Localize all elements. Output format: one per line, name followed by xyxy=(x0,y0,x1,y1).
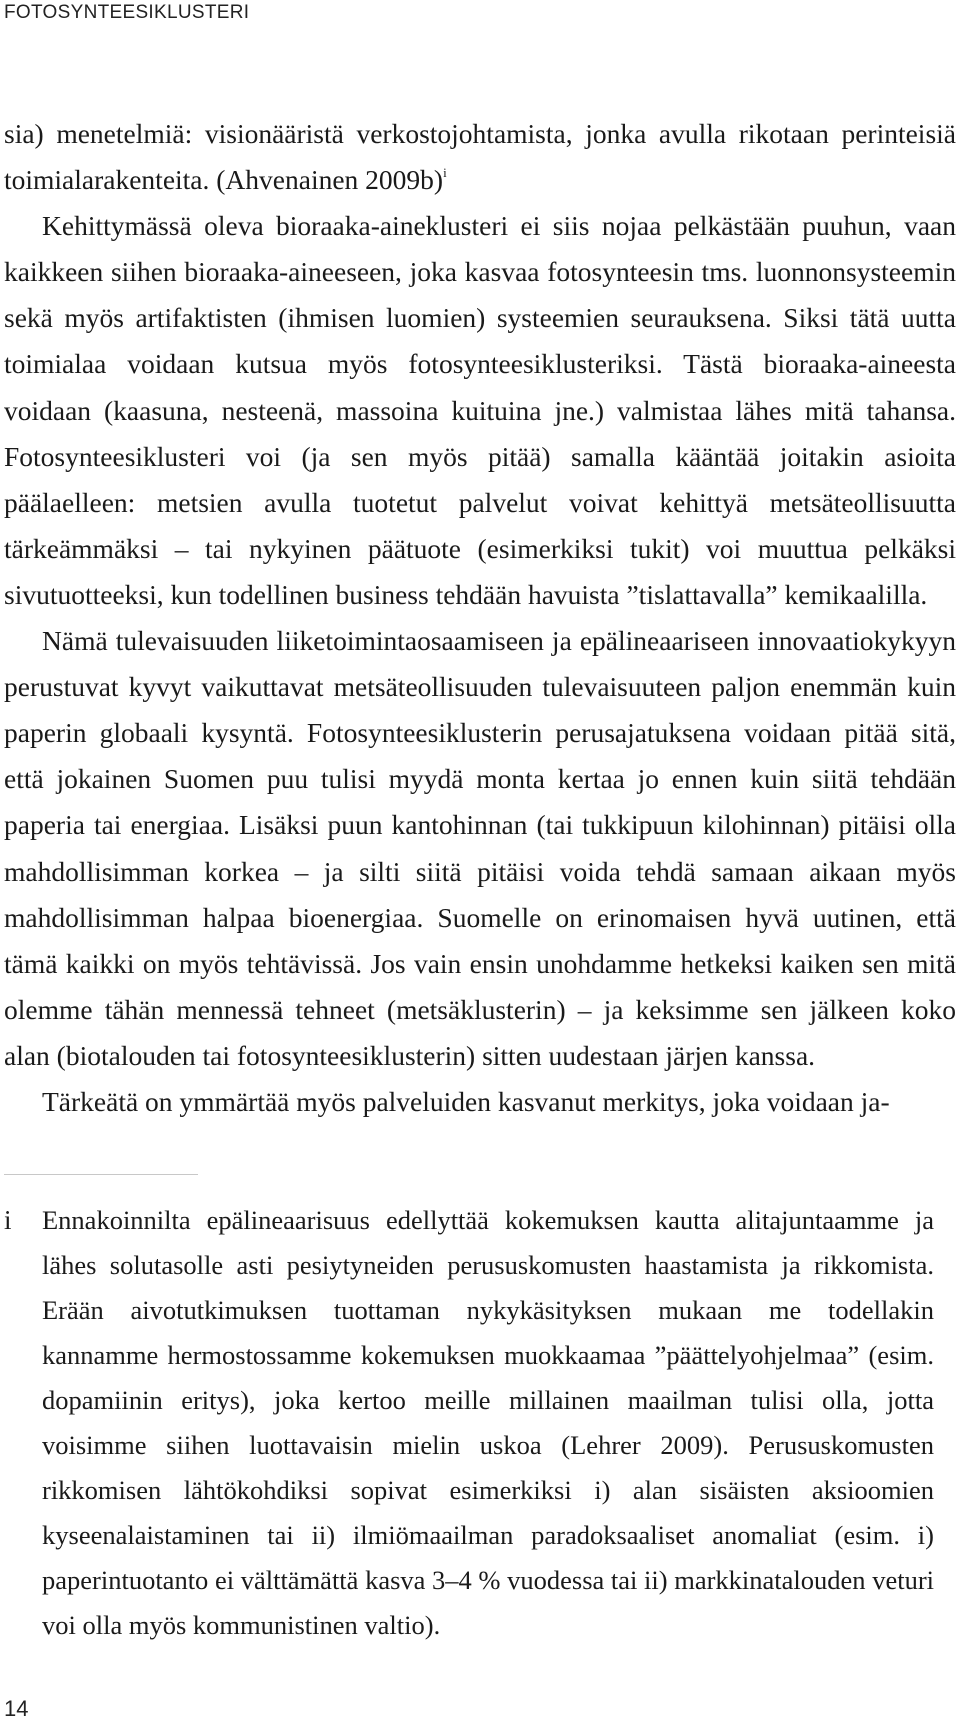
footnote-text: Ennakoinnilta epälineaarisuus edellyttää kokemuksen kautta alitajuntaamme ja lähes solutasolle asti pesiytyneiden perususkomusten haastamista ja rikkomista. Erään aivotutkimuksen tuottaman nykykäsityksen mukaan me todellakin kannamme hermostossamme kokemuksen muokkaamaa ”päättelyohjelmaa” (esim. dopamiinin eritys), joka kertoo meille millainen maailman tulisi olla, jotta voisimme siihen luottavaisin mielin uskoa (Lehrer 2009). Perususkomusten rikkomisen lähtökohdiksi sopivat esimerkiksi i) alan sisäisten aksioomien kyseenalaistaminen tai ii) ilmiömaailman paradoksaaliset anomaliat (esim. i) paperintuotanto ei välttämättä kasva 3–4 % vuodessa tai ii) markkinatalouden veturi voi olla myös kommunistinen valtio). xyxy=(42,1205,934,1640)
running-header: FOTOSYNTEESIKLUSTERI xyxy=(4,2,250,23)
footnote-separator xyxy=(4,1174,198,1175)
main-body-text xyxy=(4,111,956,1125)
paragraph-1-text: sia) menetelmiä: visionääristä verkostojohtamista, jonka avulla rikotaan perinteisiä toimialarakenteita. (Ahvenainen 2009b) xyxy=(4,118,956,196)
paragraph-2: Kehittymässä oleva bioraaka-aineklusteri ei siis nojaa pelkästään puuhun, vaan kaikkeen siihen bioraaka-aineeseen, joka kasvaa fotosynteesin tms. luonnonsysteemin sekä myös artifaktisten (ihmisen luomien) systeemien seurauksena. Siksi tätä uutta toimialaa voidaan kutsua myös fotosynteesiklusteriksi. Tästä bioraaka-aineesta voidaan (kaasuna, nesteenä, massoina kuituina jne.) valmistaa lähes mitä tahansa. Fotosynteesiklusteri voi (ja sen myös pitää) samalla kääntää joitakin asioita päälaelleen: metsien avulla tuotetut palvelut voivat kehittyä metsäteollisuutta tärkeämmäksi – tai nykyinen päätuote (esimerkiksi tukit) voi muuttua pelkäksi sivutuotteeksi, kun todellinen business tehdään havuista ”tislattavalla” kemikaalilla. xyxy=(4,210,956,610)
paragraph-3: Nämä tulevaisuuden liiketoimintaosaamiseen ja epälineaariseen innovaatiokykyyn perustuvat kyvyt vaikuttavat metsäteollisuuden tulevaisuuteen paljon enemmän kuin paperin globaali kysyntä. Fotosynteesiklusterin perusajatuksena voidaan pitää sitä, että jokainen Suomen puu tulisi myydä monta kertaa jo ennen kuin siitä tehdään paperia tai energiaa. Lisäksi puun kantohinnan (tai tukkipuun kilohinnan) pitäisi olla mahdollisimman korkea – ja silti siitä pitäisi voida tehdä samaan aikaan myös mahdollisimman halpaa bioenergiaa. Suomelle on erinomaisen hyvä uutinen, että tämä kaikki on myös tehtävissä. Jos vain ensin unohdamme hetkeksi kaiken sen mitä olemme tähän mennessä tehneet (metsäklusterin) – ja keksimme sen jälkeen koko alan (biotalouden tai fotosynteesiklusterin) sitten uudestaan järjen kanssa. xyxy=(4,625,956,1071)
footnote-marker: i xyxy=(4,1205,12,1235)
paragraph-4: Tärkeätä on ymmärtää myös palveluiden kasvanut merkitys, joka voidaan ja- xyxy=(42,1085,890,1117)
footnote xyxy=(4,1198,934,1648)
page-number: 14 xyxy=(4,1696,29,1721)
footnote-reference[interactable]: i xyxy=(443,164,447,180)
paragraph-1 xyxy=(4,111,956,203)
